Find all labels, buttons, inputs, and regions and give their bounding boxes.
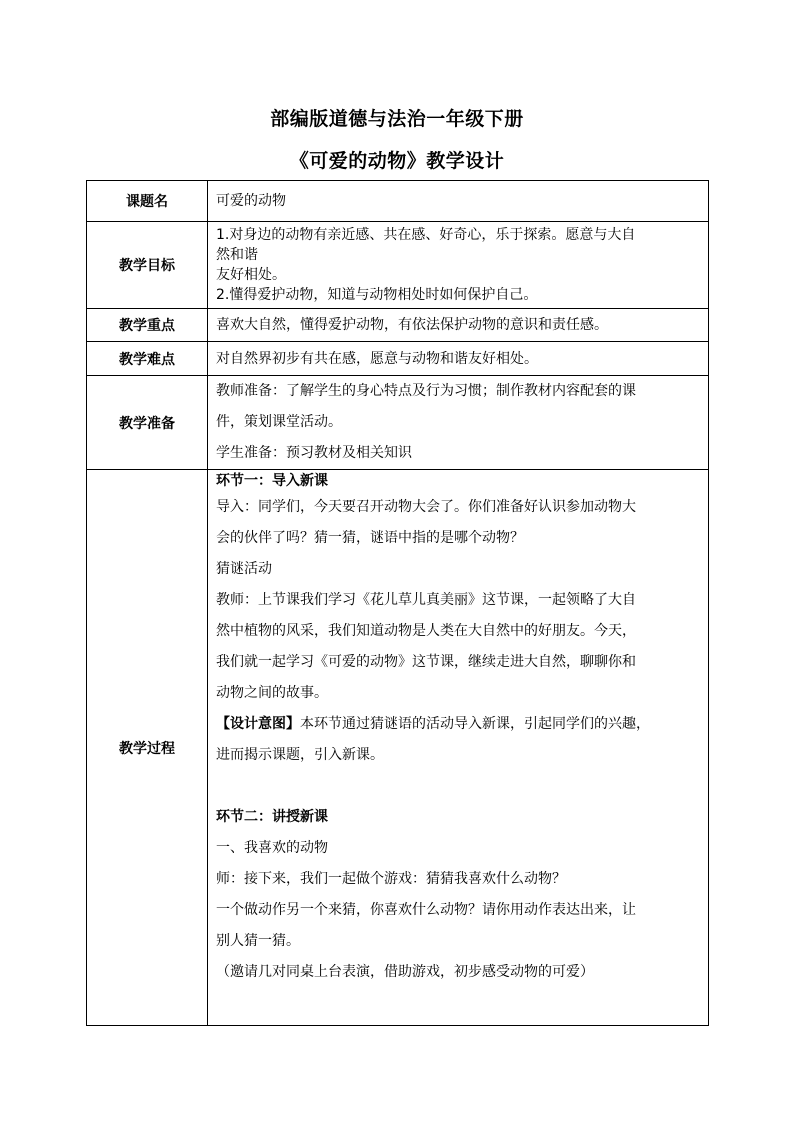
section2-line: 一个做动作另一个来猜，你喜欢什么动物？请你用动作表达出来，让 [216,902,636,918]
design-intent-line: 进而揭示课题，引入新课。 [216,747,384,763]
section1-line: 猜谜活动 [216,561,272,577]
process-value [208,470,709,1026]
goals-line: 1.对身边的动物有亲近感、共在感、好奇心，乐于探索。愿意与大自 [216,227,636,243]
design-intent-text: 本环节通过猜谜语的活动导入新课，引起同学们的兴趣， [300,716,650,732]
design-intent [216,709,700,740]
section2-line: 一、我喜欢的动物 [216,840,328,856]
section2-line: 师：接下来，我们一起做个游戏：猜猜我喜欢什么动物？ [216,871,566,887]
section1-line: 导入：同学们，今天要召开动物大会了。你们准备好认识参加动物大 [216,499,636,515]
goals-label: 教学目标 [87,222,208,309]
key-points-label: 教学重点 [87,309,208,342]
section2-line: 别人猜一猜。 [216,933,300,949]
design-intent-tag: 【设计意图】 [216,716,300,732]
goals-line: 然和谐 [216,247,258,263]
difficulties-value: 对自然界初步有共在感，愿意与动物和谐友好相处。 [208,342,709,376]
section2-line: （邀请几对同桌上台表演，借助游戏，初步感受动物的可爱） [216,964,594,980]
topic-label: 课题名 [87,181,208,222]
section2-title: 环节二：讲授新课 [216,809,328,825]
lesson-plan-table [86,180,709,1026]
row-difficulties [87,342,709,376]
key-points-value: 喜欢大自然，懂得爱护动物，有依法保护动物的意识和责任感。 [208,309,709,342]
difficulties-label: 教学难点 [87,342,208,376]
section1-line: 会的伙伴了吗？猜一猜，谜语中指的是哪个动物？ [216,530,524,546]
row-topic [87,181,709,222]
goals-line: 友好相处。 [216,267,286,283]
spacer [216,771,700,802]
preparation-value [208,376,709,470]
section1-line: 我们就一起学习《可爱的动物》这节课，继续走进大自然，聊聊你和 [216,654,636,670]
row-goals [87,222,709,309]
preparation-line: 学生准备：预习教材及相关知识 [216,445,412,461]
row-key-points [87,309,709,342]
process-label: 教学过程 [87,470,208,1026]
preparation-label: 教学准备 [87,376,208,470]
preparation-line: 教师准备：了解学生的身心特点及行为习惯；制作教材内容配套的课 [216,383,636,399]
section1-line: 然中植物的风采，我们知道动物是人类在大自然中的好朋友。今天， [216,623,636,639]
topic-value: 可爱的动物 [208,181,709,222]
goals-line: 2.懂得爱护动物，知道与动物相处时如何保护自己。 [216,287,538,303]
section1-line: 教师：上节课我们学习《花儿草儿真美丽》这节课，一起领略了大自 [216,592,636,608]
goals-value [208,222,709,309]
row-process [87,470,709,1026]
document-subtitle: 《可爱的动物》教学设计 [289,150,505,172]
section1-line: 动物之间的故事。 [216,685,328,701]
document-title: 部编版道德与法治一年级下册 [270,108,524,130]
section1-title: 环节一：导入新课 [216,473,328,489]
row-preparation [87,376,709,470]
preparation-line: 件，策划课堂活动。 [216,414,342,430]
